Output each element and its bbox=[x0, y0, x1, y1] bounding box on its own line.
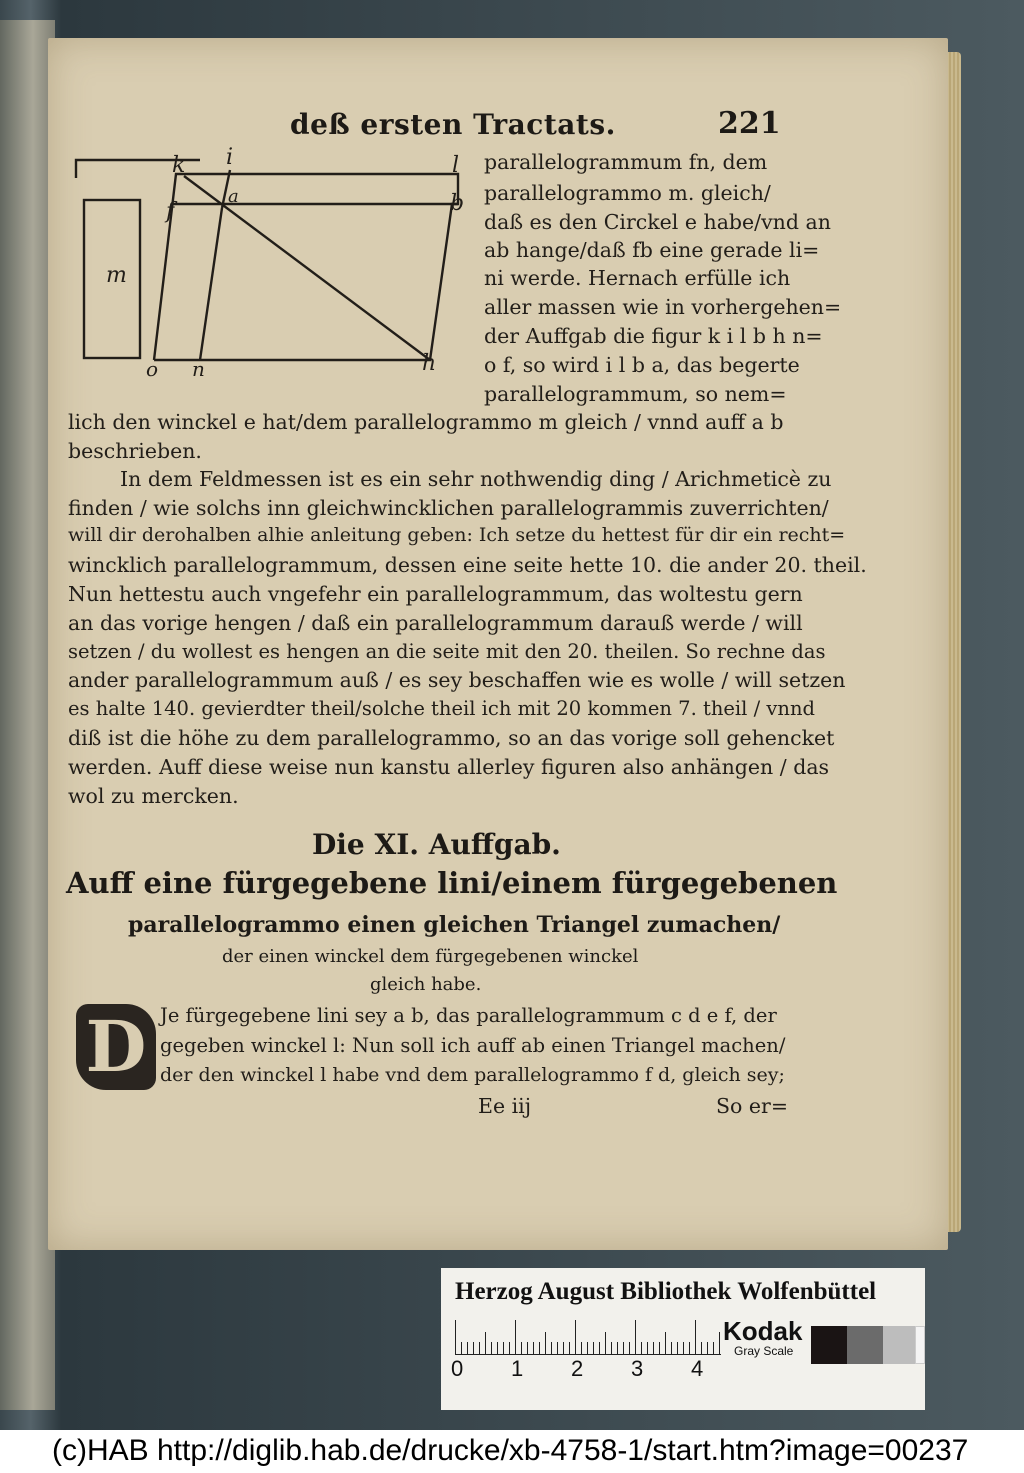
side-line: daß es den Circkel e habe/vnd an bbox=[484, 210, 831, 234]
section-title-line-4: gleich habe. bbox=[370, 974, 482, 995]
paragraph-line: setzen / du wollest es hengen an die seite mit den 20. theilen. So rechne das bbox=[68, 640, 826, 663]
label-a: a bbox=[228, 186, 239, 207]
label-o: o bbox=[146, 357, 159, 381]
running-head: deß ersten Tractats. bbox=[290, 108, 616, 141]
side-line: parallelogrammum fn, dem bbox=[484, 150, 768, 174]
ruler-number: 4 bbox=[691, 1356, 704, 1381]
gray-swatch-dark bbox=[847, 1326, 883, 1364]
geometry-diagram bbox=[72, 145, 465, 381]
label-b: b bbox=[450, 191, 465, 216]
archive-scale-card bbox=[441, 1268, 925, 1410]
kodak-logo: Kodak bbox=[723, 1316, 803, 1346]
gray-swatch-white bbox=[915, 1326, 925, 1364]
final-line: Je fürgegebene lini sey a b, das parallelogrammum c d e f, der bbox=[160, 1004, 777, 1027]
paragraph-line: finden / wie solchs inn gleichwincklichen parallelogrammis zuverrichten/ bbox=[68, 496, 829, 520]
paragraph-line: ander parallelogrammum auß / es sey beschaffen wie es wolle / will setzen bbox=[68, 668, 846, 692]
gray-swatch-light bbox=[883, 1326, 915, 1364]
diagram-line-an bbox=[200, 208, 222, 360]
catchword: So er= bbox=[716, 1094, 789, 1118]
label-m: m bbox=[106, 263, 127, 288]
source-url: (c)HAB http://diglib.hab.de/drucke/xb-4758-1/start.htm?image=00237 bbox=[52, 1434, 969, 1467]
measurement-ruler bbox=[455, 1320, 721, 1355]
ruler-number: 2 bbox=[571, 1356, 584, 1381]
paragraph-line: wincklich parallelogrammum, dessen eine seite hette 10. die ander 20. theil. bbox=[68, 553, 867, 577]
section-title-line-3: der einen winckel dem fürgegebenen winckel bbox=[222, 946, 639, 967]
side-line: ni werde. Hernach erfülle ich bbox=[484, 266, 791, 290]
ruler-number: 1 bbox=[511, 1356, 524, 1381]
body-line: lich den winckel e hat/dem parallelogrammo m gleich / vnnd auff a b bbox=[68, 410, 784, 434]
side-line: parallelogrammum, so nem= bbox=[484, 382, 787, 406]
label-h: h bbox=[422, 351, 437, 376]
paragraph-line: Nun hettestu auch vngefehr ein parallelogrammum, das woltestu gern bbox=[68, 582, 803, 606]
page-number: 221 bbox=[718, 106, 781, 141]
copyright-footer bbox=[0, 1430, 1024, 1473]
paragraph-line: an das vorige hengen / daß ein parallelogrammum darauß werde / will bbox=[68, 611, 803, 635]
final-line: der den winckel l habe vnd dem parallelogrammo f d, gleich sey; bbox=[160, 1064, 785, 1086]
body-line: beschrieben. bbox=[68, 439, 202, 463]
side-line: ab hange/daß fb eine gerade li= bbox=[484, 238, 820, 262]
gray-scale-label: Gray Scale bbox=[734, 1344, 794, 1358]
side-line: parallelogrammo m. gleich/ bbox=[484, 181, 771, 205]
signature-mark: Ee iij bbox=[478, 1094, 532, 1118]
section-number: Die XI. Auffgab. bbox=[312, 828, 561, 861]
paragraph-line: es halte 140. gevierdter theil/solche theil ich mit 20 kommen 7. theil / vnnd bbox=[68, 697, 815, 720]
paragraph-line: In dem Feldmessen ist es ein sehr nothwendig ding / Arichmeticè zu bbox=[120, 467, 832, 491]
paragraph-line: wol zu mercken. bbox=[68, 784, 239, 808]
label-i: i bbox=[226, 145, 234, 170]
ruler-number: 3 bbox=[631, 1356, 644, 1381]
ruler-number: 0 bbox=[451, 1356, 464, 1381]
facing-page-edge bbox=[0, 20, 55, 1410]
final-line: gegeben winckel l: Nun soll ich auff ab einen Triangel machen/ bbox=[160, 1034, 786, 1057]
label-f: f bbox=[166, 199, 175, 224]
gray-swatch-black bbox=[811, 1326, 847, 1364]
label-l: l bbox=[452, 153, 460, 178]
side-line: aller massen wie in vorhergehen= bbox=[484, 295, 842, 319]
decorative-initial: D bbox=[76, 1004, 156, 1090]
side-line: der Auffgab die figur k i l b h n= bbox=[484, 324, 823, 348]
label-n: n bbox=[192, 357, 205, 381]
paragraph-line: diß ist die höhe zu dem parallelogrammo, so an das vorige soll gehencket bbox=[68, 726, 835, 750]
section-title-line-1: Auff eine fürgegebene lini/einem fürgegebenen bbox=[66, 866, 838, 900]
section-title-line-2: parallelogrammo einen gleichen Triangel zumachen/ bbox=[128, 912, 781, 938]
library-name: Herzog August Bibliothek Wolfenbüttel bbox=[455, 1278, 877, 1305]
paragraph-line: werden. Auff diese weise nun kanstu allerley figuren also anhängen / das bbox=[68, 755, 830, 779]
label-k: k bbox=[172, 153, 186, 178]
paragraph-line: will dir derohalben alhie anleitung geben: Ich setze du hettest für dir ein recht= bbox=[68, 524, 846, 546]
side-line: o f, so wird i l b a, das begerte bbox=[484, 353, 800, 377]
